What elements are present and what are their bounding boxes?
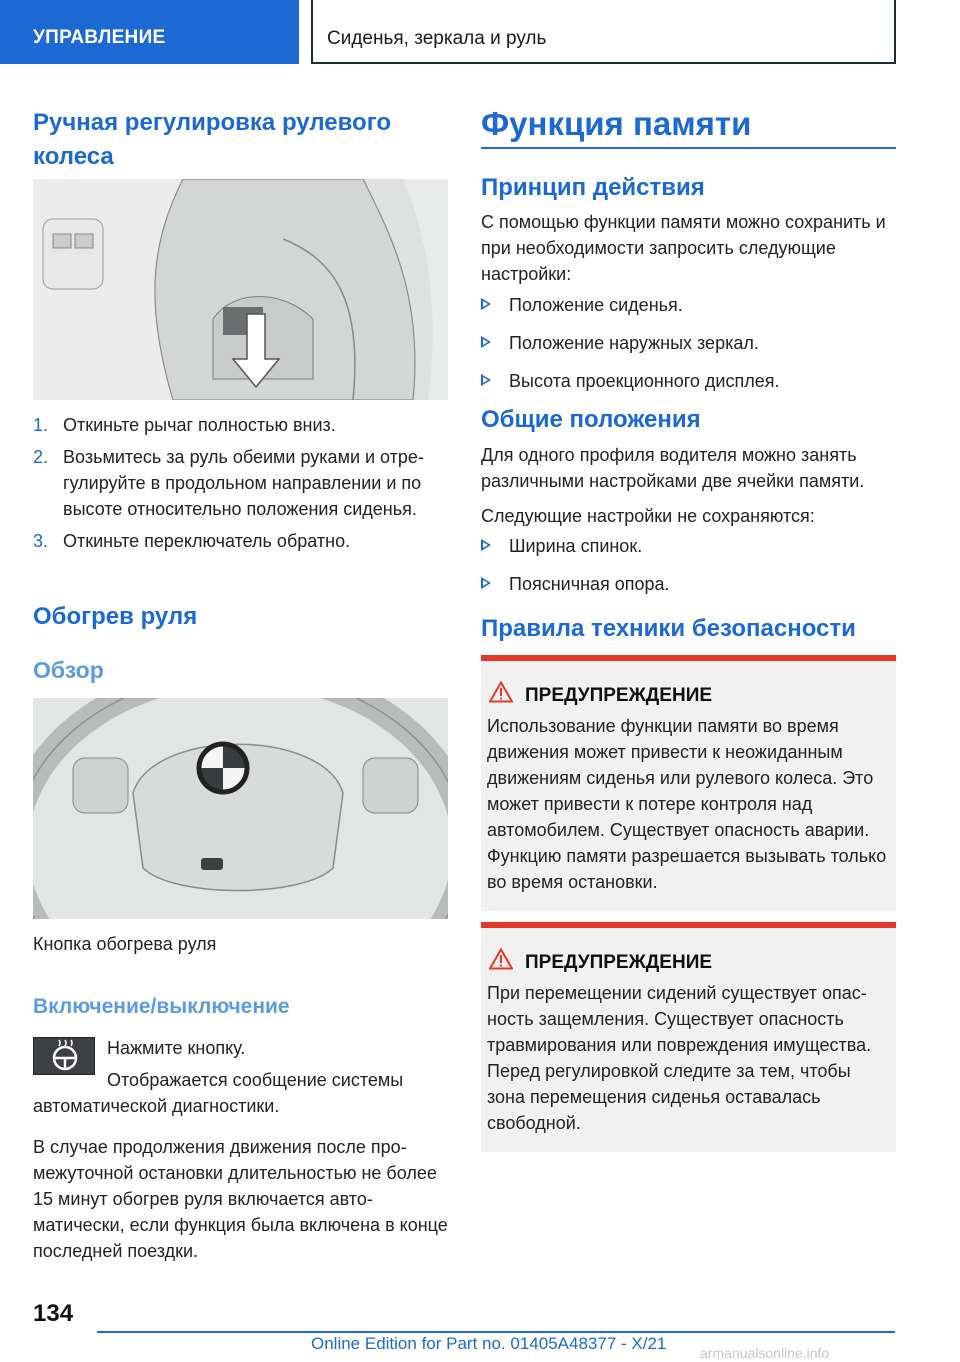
system-message-text: Отображается сообщение системы автоматической диагностики. (33, 1070, 404, 1116)
list-item-text: Поясничная опора. (509, 574, 670, 594)
image-caption: Кнопка обогрева руля (33, 934, 217, 954)
steering-lever-image (33, 179, 448, 400)
chapter-tab (311, 0, 896, 64)
chapter-label: Сиденья, зеркала и руль (327, 28, 547, 49)
steering-lever-illustration (33, 179, 448, 400)
step-text: Возьмитесь за руль обеими руками и отрегулируйте в продольном направлении и по высоте относительно положения сиденья. (63, 447, 424, 519)
bullet-triangle-icon (481, 336, 491, 348)
list-item (33, 444, 448, 522)
warning-text: Использование функции памяти во время движения может привести к неожиданным движениям сиденья или рулевого колеса. Это может привести к потере контроля над автомобилем. Существует опасность аварии. Функцию памяти разрешается вызывать только во время остановки. (487, 716, 887, 892)
principle-list (481, 292, 896, 406)
list-item-text: Ширина спинок. (509, 536, 643, 556)
overview-title: Обзор (33, 657, 104, 683)
bullet-triangle-icon (481, 539, 491, 551)
list-item-text: Положение сиденья. (509, 295, 683, 315)
list-item (481, 330, 896, 356)
bullet-triangle-icon (481, 374, 491, 386)
steering-wheel-image (33, 698, 448, 919)
step-text: Откиньте рычаг полностью вниз. (63, 415, 336, 435)
adjust-steps-list (33, 412, 448, 560)
bullet-triangle-icon (481, 298, 491, 310)
list-item (481, 292, 896, 318)
step-text: Откиньте переключатель обратно. (63, 531, 351, 551)
list-item (481, 368, 896, 394)
general-text: Для одного профиля водителя можно занять различными настройками две ячейки памяти. (481, 445, 865, 491)
watermark-text: armanualsonline.info (700, 1345, 830, 1361)
heating-title: Обогрев руля (33, 603, 198, 630)
edition-text: Online Edition for Part no. 01405A48377 - X/21 (311, 1334, 667, 1353)
warning-text: При перемещении сидений существует опасность защемления. Существует опасность травмирования или повреждения имущества. Перед регулировкой следите за тем, чтобы зона перемещения сиденья оставалась свободной. (487, 983, 872, 1133)
warning-title: ПРЕДУПРЕЖДЕНИЕ (525, 685, 713, 706)
step-number: 1. (33, 415, 49, 435)
step-number: 3. (33, 531, 49, 551)
bullet-triangle-icon (481, 577, 491, 589)
onoff-title: Включение/выключение (33, 995, 290, 1018)
general-title: Общие положения (481, 406, 701, 433)
section-tab (0, 0, 299, 64)
steering-wheel-illustration (33, 698, 448, 919)
list-item-text: Положение наружных зеркал. (509, 333, 759, 353)
principle-title: Принцип действия (481, 174, 705, 201)
manual-adjust-title: Ручная регулировка рулевого колеса (33, 109, 392, 170)
warning-triangle-icon (489, 681, 513, 703)
list-item (481, 571, 896, 597)
warning-title: ПРЕДУПРЕЖДЕНИЕ (525, 952, 713, 973)
section-label: УПРАВЛЕНИЕ (33, 27, 166, 48)
not-saved-text: Следующие настройки не сохраняются: (481, 506, 815, 526)
warning-triangle-icon (489, 948, 513, 970)
list-item (33, 528, 448, 554)
warning-box (481, 655, 896, 911)
safety-title: Правила техники безопасности (481, 615, 856, 642)
not-saved-list (481, 533, 896, 609)
footer-divider (97, 1331, 895, 1333)
page-number: 134 (33, 1300, 74, 1327)
list-item (33, 412, 448, 438)
title-divider (481, 147, 896, 149)
auto-heating-text: В случае продолжения движения после промежуточной остановки длительностью не более 15 минут обогрев руля включается автоматически, если функция была включена в конце последней поездки. (33, 1137, 448, 1261)
press-button-text: Нажмите кнопку. (107, 1038, 246, 1058)
principle-text: С помощью функции памяти можно сохранить и при необходимости запросить следующие настройки: (481, 212, 886, 284)
memory-title: Функция памяти (481, 105, 752, 142)
list-item-text: Высота проекционного дисплея. (509, 371, 780, 391)
list-item (481, 533, 896, 559)
step-number: 2. (33, 447, 49, 467)
warning-box (481, 922, 896, 1152)
